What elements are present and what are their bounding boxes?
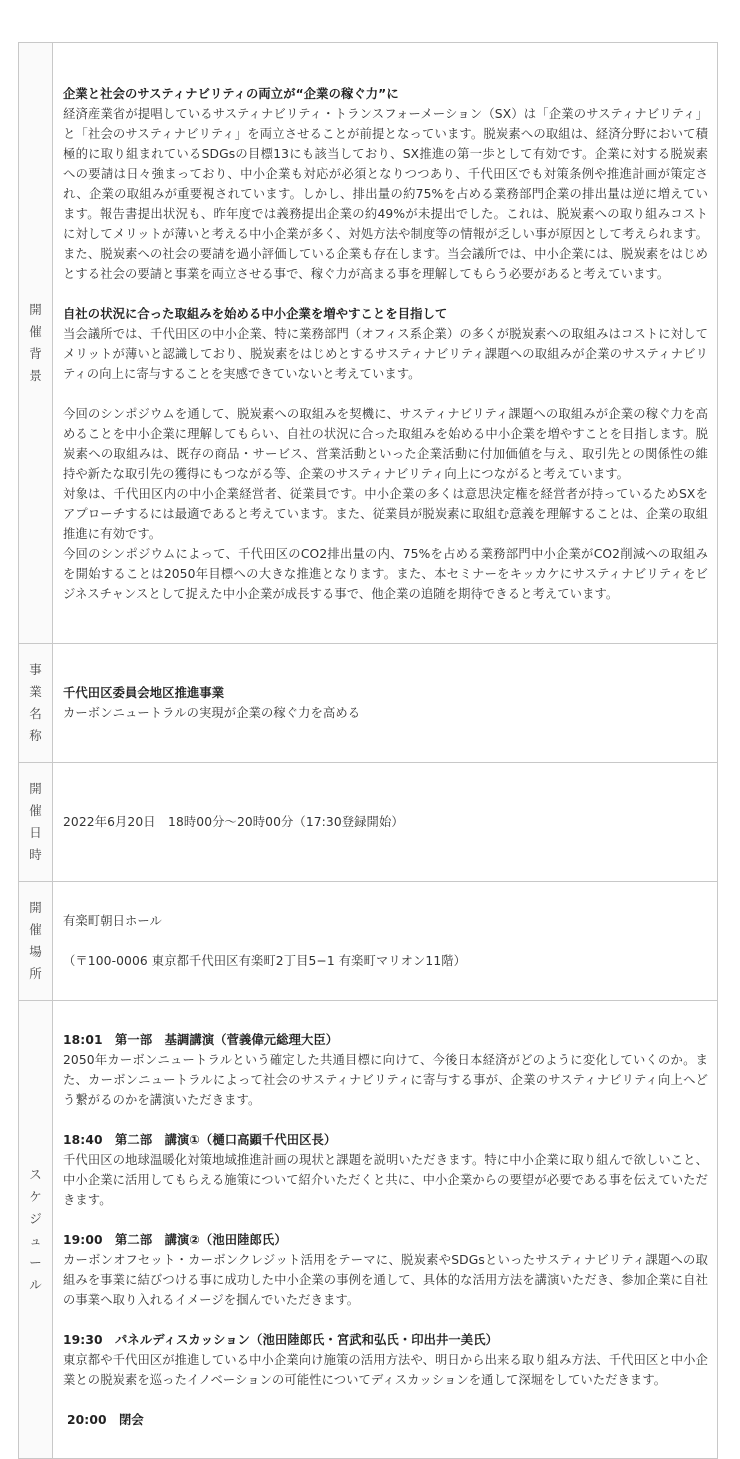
event-info-table bbox=[18, 42, 718, 1459]
row-venue bbox=[19, 882, 718, 1001]
schedule-item-heading: 18:01 第一部 基調講演（菅義偉元総理大臣） bbox=[63, 1032, 339, 1047]
project-title: 千代田区委員会地区推進事業 bbox=[63, 686, 225, 700]
project-subtitle: カーボンニュートラルの実現が企業の稼ぐ力を高める bbox=[63, 706, 361, 720]
schedule-item-text: カーボンオフセット・カーボンクレジット活用をテーマに、脱炭素やSDGsといったサスティナビリティ課題への取組みを事業に結びつける事に成功した中小企業の事例を通して、具体的な活用方法を講演いただき、参加企業に自社の事業へ取り入れるイメージを掴んでいただきます。 bbox=[63, 1252, 708, 1307]
label-schedule bbox=[19, 1001, 53, 1459]
label-date bbox=[19, 763, 53, 882]
background-paragraph-2: 当会議所では、千代田区の中小企業、特に業務部門（オフィス系企業）の多くが脱炭素への取組みはコストに対してメリットが薄いと認識しており、脱炭素をはじめとするサスティナビリティ課題への取組みが企業のサスティナビリティの向上に寄与することを実感できていないと考えています。 bbox=[63, 327, 708, 381]
background-heading-1: 企業と社会のサスティナビリティの両立が“企業の稼ぐ力”に bbox=[63, 87, 399, 101]
label-background-text: 開催背景 bbox=[29, 302, 42, 383]
row-date bbox=[19, 763, 718, 882]
schedule-item-text: 千代田区の地球温暖化対策地域推進計画の現状と課題を説明いただきます。特に中小企業に取り組んで欲しいこと、中小企業に活用してもらえる施策について紹介いただくと共に、中小企業からの要望が必要である事を伝えていただきます。 bbox=[63, 1152, 708, 1207]
schedule-item-heading: 18:40 第二部 講演①（樋口高顕千代田区長） bbox=[63, 1132, 337, 1147]
content-schedule bbox=[53, 1001, 718, 1459]
label-schedule-text: スケジュール bbox=[29, 1166, 42, 1292]
background-paragraph-5: 今回のシンポジウムによって、千代田区のCO2排出量の内、75%を占める業務部門中小企業がCO2削減への取組みを開始することは2050年目標への大きな推進となります。また、本セミナーをキッカケにサスティナビリティをビジネスチャンスとして捉えた中小企業が成長する事で、他企業の追随を期待できると考えています。 bbox=[63, 547, 708, 601]
content-date bbox=[53, 763, 718, 882]
schedule-item-heading: 19:30 パネルディスカッション（池田陸郎氏・宮武和弘氏・印出井一美氏） bbox=[63, 1332, 498, 1347]
background-paragraph-3: 今回のシンポジウムを通して、脱炭素への取組みを契機に、サスティナビリティ課題への取組みが企業の稼ぐ力を高めることを中小企業に理解してもらい、自社の状況に合った取組みを始める中小企業を増やすことを目指します。脱炭素への取組みは、既存の商品・サービス、営業活動といった企業活動に付加価値を与え、取引先との関係性の維持や新たな取引先の獲得にもつながる等、企業のサスティナビリティ向上につながると考えています。 bbox=[63, 407, 708, 481]
schedule-item-heading: 19:00 第二部 講演②（池田陸郎氏） bbox=[63, 1232, 287, 1247]
venue-name: 有楽町朝日ホール bbox=[63, 914, 162, 928]
event-datetime: 2022年6月20日 18時00分～20時00分（17:30登録開始） bbox=[63, 815, 404, 829]
label-venue-text: 開催場所 bbox=[29, 900, 42, 981]
content-background bbox=[53, 43, 718, 644]
label-venue bbox=[19, 882, 53, 1001]
row-background bbox=[19, 43, 718, 644]
label-project bbox=[19, 644, 53, 763]
background-paragraph-4: 対象は、千代田区内の中小企業経営者、従業員です。中小企業の多くは意思決定権を経営者が持っているためSXをアプローチするには最適であると考えています。また、従業員が脱炭素に取組む意義を理解することは、企業の取組推進に有効です。 bbox=[63, 487, 708, 541]
schedule-item-text: 東京都や千代田区が推進している中小企業向け施策の活用方法や、明日から出来る取り組み方法、千代田区と中小企業との脱炭素を巡ったイノベーションの可能性についてディスカッションを通して深堀をしていただきます。 bbox=[63, 1352, 708, 1387]
venue-address: （〒100-0006 東京都千代田区有楽町2丁目5−1 有楽町マリオン11階） bbox=[63, 954, 467, 968]
label-project-text: 事業名称 bbox=[29, 662, 42, 743]
label-date-text: 開催日時 bbox=[29, 781, 42, 862]
schedule-item-text: 2050年カーボンニュートラルという確定した共通目標に向けて、今後日本経済がどのように変化していくのか。また、カーボンニュートラルによって社会のサスティナビリティに寄与する事が、企業のサスティナビリティ向上へどう繋がるのかを講演いただきます。 bbox=[63, 1052, 708, 1107]
content-project bbox=[53, 644, 718, 763]
background-paragraph-1: 経済産業省が提唱しているサスティナビリティ・トランスフォーメーション（SX）は「企業のサスティナビリティ」と「社会のサスティナビリティ」を両立させることが前提となっています。脱炭素への取組は、経済分野において積極的に取り組まれているSDGsの目標13にも該当しており、SX推進の第一歩として有効です。企業に対する脱炭素への要請は日々強まっており、中小企業も対応が必須となりつつあり、千代田区でも対策条例や推進計画が策定され、企業の取組みが重要視されています。しかし、排出量の約75%を占める業務部門企業の排出量は逆に増えています。報告書提出状況も、昨年度では義務提出企業の約49%が未提出でした。これは、脱炭素への取り組みコストに対してメリットが薄いと考える中小企業が多く、対処方法や制度等の情報が乏しい事が原因として考えられます。また、脱炭素への社会の要請を過小評価している企業も存在します。当会議所では、中小企業には、脱炭素をはじめとする社会の要請と事業を両立させる事で、稼ぐ力が高まる事を理解してもらう必要があると考えています。 bbox=[63, 107, 708, 281]
background-heading-2: 自社の状況に合った取組みを始める中小企業を増やすことを目指して bbox=[63, 307, 448, 321]
row-schedule bbox=[19, 1001, 718, 1459]
schedule-closing: 20:00 閉会 bbox=[67, 1412, 144, 1427]
content-venue bbox=[53, 882, 718, 1001]
row-project bbox=[19, 644, 718, 763]
label-background bbox=[19, 43, 53, 644]
